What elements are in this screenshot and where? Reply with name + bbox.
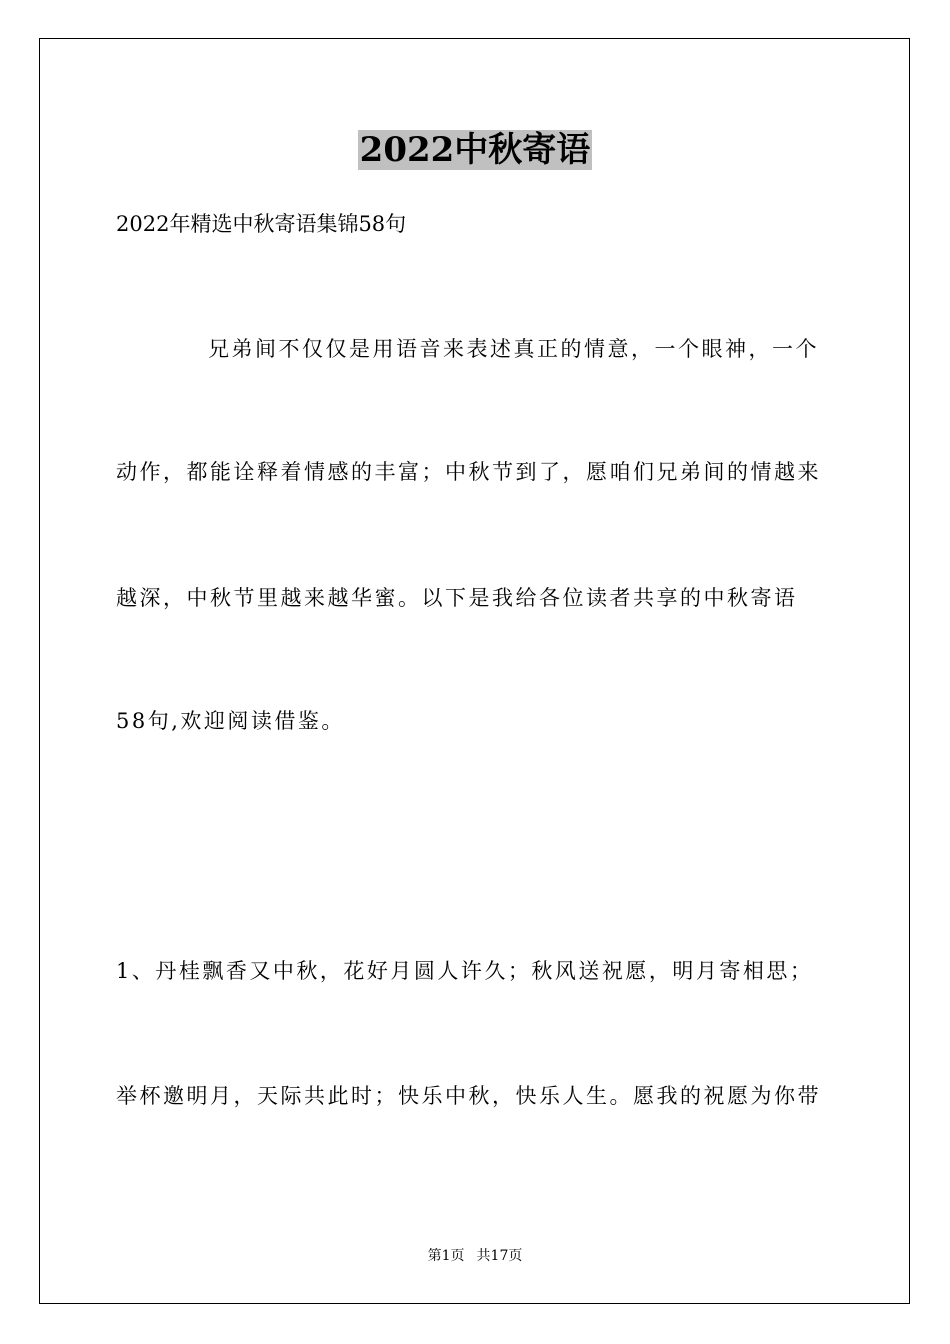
paragraph-line-1: 兄弟间不仅仅是用语音来表述真正的情意，一个眼神，一个 [208,337,819,361]
paragraph-line-2: 动作，都能诠释着情感的丰富；中秋节到了，愿咱们兄弟间的情越来 [116,460,821,484]
paragraph-line-5: 1、丹桂飘香又中秋，花好月圆人许久；秋风送祝愿，明月寄相思； [116,959,814,983]
document-title [0,126,950,174]
paragraph-line-4: 58句,欢迎阅读借鉴。 [116,709,345,733]
paragraph-line-6: 举杯邀明月，天际共此时；快乐中秋，快乐人生。愿我的祝愿为你带 [116,1084,821,1108]
document-subtitle: 2022年精选中秋寄语集锦58句 [116,212,407,236]
document-title-text: 2022中秋寄语 [359,130,591,170]
page-total: 共17页 [476,1248,523,1264]
paragraph-line-3: 越深，中秋节里越来越华蜜。以下是我给各位读者共享的中秋寄语 [116,586,798,610]
page-footer [0,1246,950,1266]
page-number: 第1页 [427,1248,465,1264]
